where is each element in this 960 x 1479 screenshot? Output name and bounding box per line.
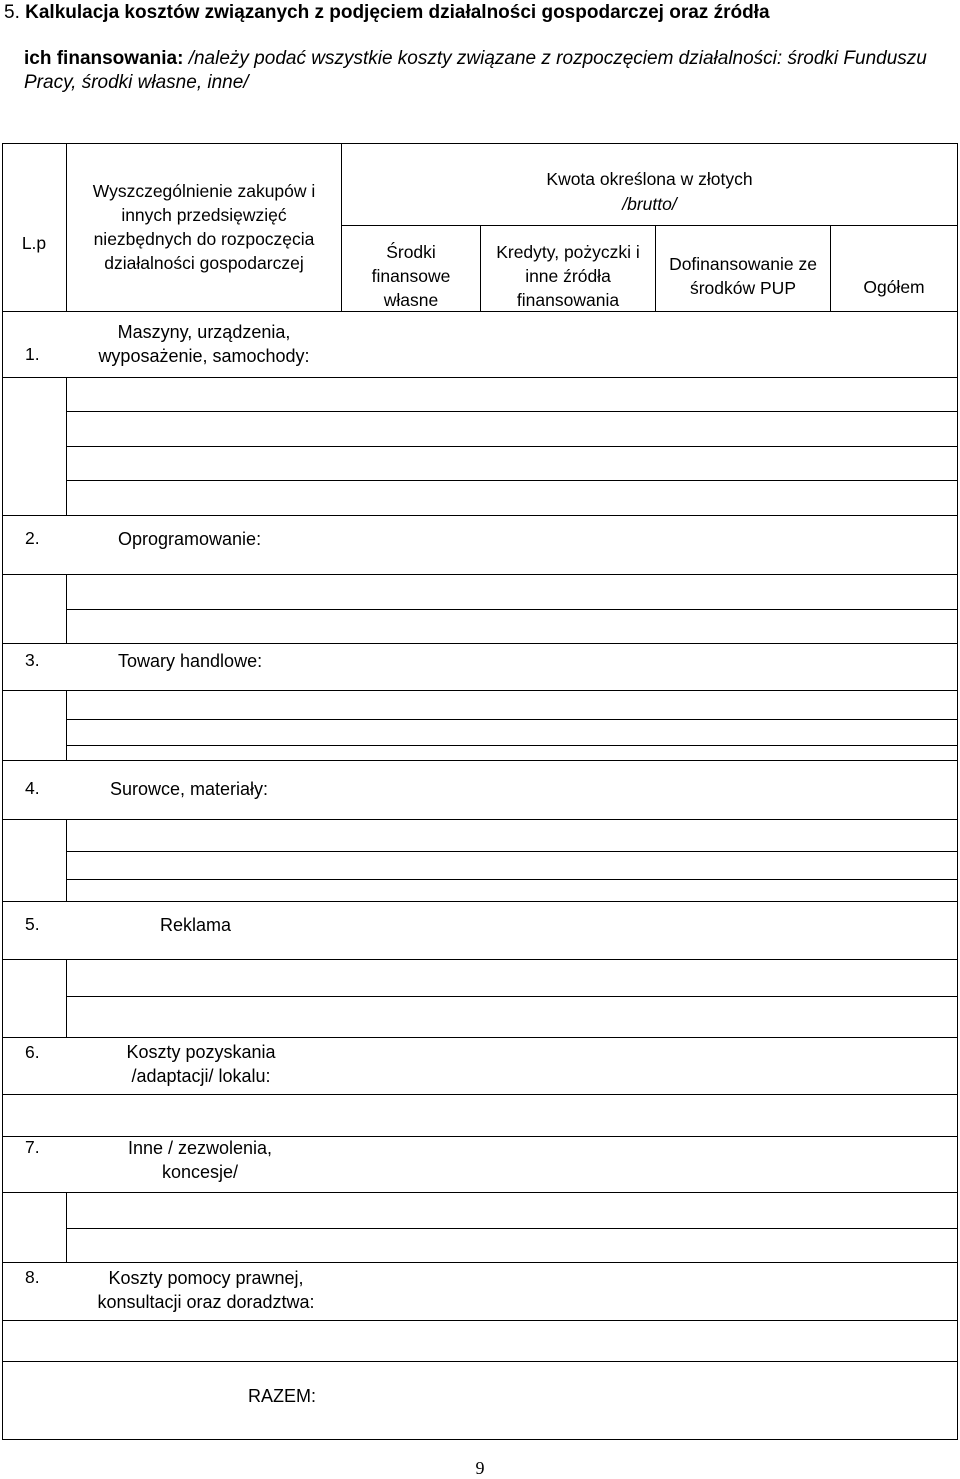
header-credits: Kredyty, pożyczki i inne źródła finansowania bbox=[496, 242, 640, 310]
section-title: Kalkulacja kosztów związanych z podjęciem działalności gospodarczej oraz źródła bbox=[25, 2, 770, 23]
header-lp: L.p bbox=[21, 233, 47, 253]
section-7-number: 7. bbox=[25, 1137, 40, 1157]
section-intro bbox=[24, 47, 944, 95]
section-heading bbox=[4, 2, 770, 24]
section-7-label: Inne / zezwolenia, koncesje/ bbox=[127, 1138, 273, 1182]
section-3-label: Towary handlowe: bbox=[118, 651, 263, 671]
header-description: Wyszczególnienie zakupów i innych przedsięwzięć niezbędnych do rozpoczęcia działalności gospodarczej bbox=[92, 181, 316, 273]
section-1-number: 1. bbox=[25, 344, 40, 364]
header-pup-funding: Dofinansowanie ze środków PUP bbox=[669, 254, 817, 298]
section-8-number: 8. bbox=[25, 1267, 40, 1287]
section-8-label: Koszty pomocy prawnej, konsultacji oraz doradztwa: bbox=[97, 1268, 315, 1312]
section-6-number: 6. bbox=[25, 1042, 40, 1062]
section-1-label: Maszyny, urządzenia, wyposażenie, samochody: bbox=[98, 322, 310, 366]
header-total: Ogółem bbox=[863, 277, 925, 297]
section-4-number: 4. bbox=[25, 778, 40, 798]
section-4-label: Surowce, materiały: bbox=[110, 779, 269, 799]
section-2-number: 2. bbox=[25, 528, 40, 548]
section-number: 5. bbox=[4, 2, 20, 23]
section-3-number: 3. bbox=[25, 650, 40, 670]
header-own-funds: Środki finansowe własne bbox=[371, 242, 451, 310]
intro-bold: ich finansowania: bbox=[24, 48, 184, 69]
section-5-number: 5. bbox=[25, 914, 40, 934]
section-5-label: Reklama bbox=[160, 915, 232, 935]
section-6-label: Koszty pozyskania /adaptacji/ lokalu: bbox=[126, 1042, 276, 1086]
page-number: 9 bbox=[475, 1458, 485, 1478]
section-2-label: Oprogramowanie: bbox=[118, 529, 262, 549]
header-amount-note: /brutto/ bbox=[622, 194, 677, 214]
header-amount-title: Kwota określona w złotych bbox=[546, 169, 753, 189]
total-label: RAZEM: bbox=[248, 1386, 317, 1406]
intro-italic: /należy podać wszystkie koszty związane z rozpoczęciem działalności: środki Funduszu Pracy, środki własne, inne/ bbox=[24, 48, 927, 93]
